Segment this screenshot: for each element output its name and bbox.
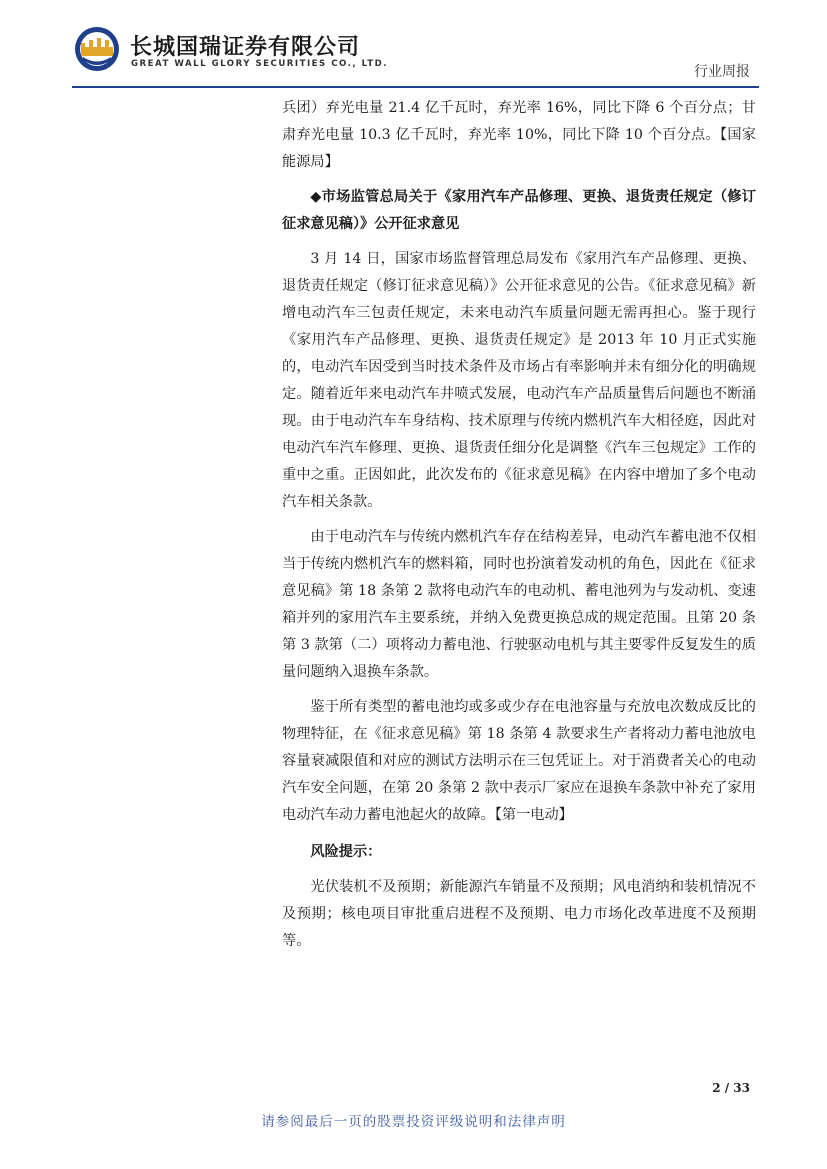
- report-type-label: 行业周报: [694, 64, 750, 80]
- section-headline: ◆市场监管总局关于《家用汽车产品修理、更换、退货责任规定（修订征求意见稿）》公开征求意见: [282, 189, 756, 232]
- paragraph-solar-curtailment: 兵团）弃光电量 21.4 亿千瓦时，弃光率 16%，同比下降 6 个百分点；甘肃弃光电量 10.3 亿千瓦时，弃光率 10%，同比下降 10 个百分点。【国家能源局】: [282, 100, 756, 170]
- paragraph-battery-system: 由于电动汽车与传统内燃机汽车存在结构差异，电动汽车蓄电池不仅相当于传统内燃机汽车的燃料箱，同时也扮演着发动机的角色，因此在《征求意见稿》第 18 条第 2 款将电动汽车的电动机、蓄电池列为与发动机、变速箱并列的家用汽车主要系统，并纳入免费更换总成的规定范围。且第 20 条第 3 款第（二）项将动力蓄电池、行驶驱动电机与其主要零件反复发生的质量问题纳入退换车条款。: [282, 529, 756, 680]
- page-number: 2 / 33: [712, 1081, 750, 1095]
- paragraph-announcement: 3 月 14 日，国家市场监督管理总局发布《家用汽车产品修理、更换、退货责任规定（修订征求意见稿）》公开征求意见的公告。《征求意见稿》新增电动汽车三包责任规定，未来电动汽车质量问题无需再担心。鉴于现行《家用汽车产品修理、更换、退货责任规定》是 2013 年 10 月正式实施的，电动汽车因受到当时技术条件及市场占有率影响并未有细分化的明确规定。随着近年来电动汽车井喷式发展，电动汽车产品质量售后问题也不断涌现。由于电动汽车车身结构、技术原理与传统内燃机汽车大相径庭，因此对电动汽车汽车修理、更换、退货责任细分化是调整《汽车三包规定》工作的重中之重。正因如此，此次发布的《征求意见稿》在内容中增加了多个电动汽车相关条款。: [282, 251, 756, 510]
- header-divider: [72, 86, 759, 88]
- company-name-cn: 长城国瑞证券有限公司: [130, 35, 361, 60]
- risk-text: 光伏装机不及预期；新能源汽车销量不及预期；风电消纳和装机情况不及预期；核电项目审批重启进程不及预期、电力市场化改革进度不及预期等。: [282, 879, 756, 949]
- paragraph-battery-capacity: 鉴于所有类型的蓄电池均或多或少存在电池容量与充放电次数成反比的物理特征，在《征求意见稿》第 18 条第 4 款要求生产者将动力蓄电池放电容量衰减限值和对应的测试方法明示在三包凭证上。对于消费者关心的电动汽车安全问题，在第 20 条第 2 款中表示厂家应在退换车条款中补充了家用电动汽车动力蓄电池起火的故障。【第一电动】: [282, 699, 756, 823]
- footer-disclaimer: 请参阅最后一页的股票投资评级说明和法律声明: [261, 1114, 566, 1130]
- company-name-en: GREAT WALL GLORY SECURITIES CO., LTD.: [131, 59, 388, 69]
- risk-heading: 风险提示：: [310, 844, 382, 860]
- article-body: [282, 95, 756, 955]
- great-wall-glory-logo-icon: [74, 26, 120, 72]
